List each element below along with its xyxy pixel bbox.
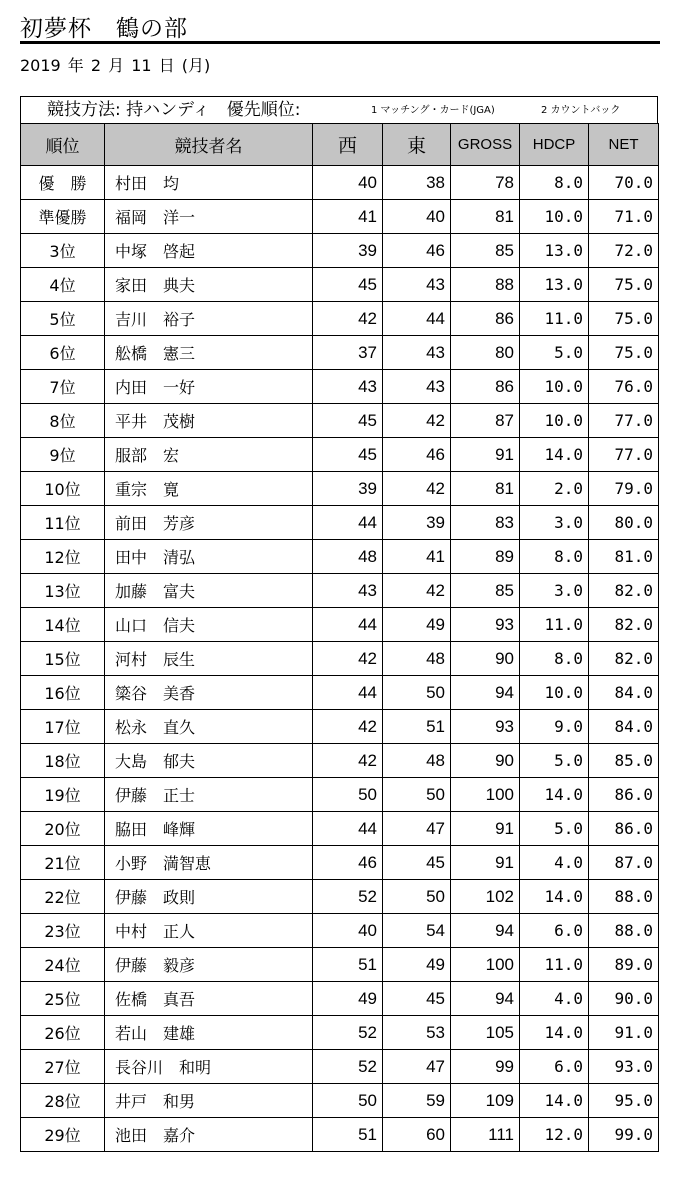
rank-cell: 29位 bbox=[21, 1118, 105, 1152]
west-score-cell: 52 bbox=[313, 1050, 383, 1084]
west-score-cell: 49 bbox=[313, 982, 383, 1016]
table-row bbox=[21, 472, 659, 506]
player-name-cell: 吉川 裕子 bbox=[105, 302, 313, 336]
west-score-cell: 44 bbox=[313, 506, 383, 540]
results-table-body bbox=[21, 166, 659, 1152]
hdcp-cell: 11.0 bbox=[520, 608, 589, 642]
gross-score-cell: 105 bbox=[451, 1016, 520, 1050]
player-name-cell: 小野 満智恵 bbox=[105, 846, 313, 880]
table-row bbox=[21, 336, 659, 370]
rank-cell: 準優勝 bbox=[21, 200, 105, 234]
table-row bbox=[21, 744, 659, 778]
table-row bbox=[21, 778, 659, 812]
west-score-cell: 37 bbox=[313, 336, 383, 370]
header-net: NET bbox=[589, 124, 659, 166]
rank-cell: 18位 bbox=[21, 744, 105, 778]
table-row bbox=[21, 438, 659, 472]
gross-score-cell: 85 bbox=[451, 234, 520, 268]
rank-cell: 28位 bbox=[21, 1084, 105, 1118]
east-score-cell: 43 bbox=[383, 336, 451, 370]
rank-cell: 11位 bbox=[21, 506, 105, 540]
gross-score-cell: 85 bbox=[451, 574, 520, 608]
rank-cell: 8位 bbox=[21, 404, 105, 438]
east-score-cell: 47 bbox=[383, 812, 451, 846]
table-row bbox=[21, 506, 659, 540]
west-score-cell: 40 bbox=[313, 914, 383, 948]
west-score-cell: 52 bbox=[313, 1016, 383, 1050]
player-name-cell: 伊藤 毅彦 bbox=[105, 948, 313, 982]
player-name-cell: 舩橋 憲三 bbox=[105, 336, 313, 370]
east-score-cell: 44 bbox=[383, 302, 451, 336]
gross-score-cell: 88 bbox=[451, 268, 520, 302]
hdcp-cell: 4.0 bbox=[520, 982, 589, 1016]
rank-cell: 26位 bbox=[21, 1016, 105, 1050]
east-score-cell: 41 bbox=[383, 540, 451, 574]
player-name-cell: 内田 一好 bbox=[105, 370, 313, 404]
rank-cell: 14位 bbox=[21, 608, 105, 642]
east-score-cell: 42 bbox=[383, 404, 451, 438]
table-row bbox=[21, 880, 659, 914]
hdcp-cell: 4.0 bbox=[520, 846, 589, 880]
east-score-cell: 49 bbox=[383, 608, 451, 642]
table-row bbox=[21, 710, 659, 744]
east-score-cell: 42 bbox=[383, 472, 451, 506]
table-row bbox=[21, 234, 659, 268]
table-row bbox=[21, 302, 659, 336]
gross-score-cell: 94 bbox=[451, 676, 520, 710]
hdcp-cell: 5.0 bbox=[520, 336, 589, 370]
hdcp-cell: 14.0 bbox=[520, 1016, 589, 1050]
east-score-cell: 51 bbox=[383, 710, 451, 744]
hdcp-cell: 3.0 bbox=[520, 506, 589, 540]
net-score-cell: 72.0 bbox=[589, 234, 659, 268]
gross-score-cell: 87 bbox=[451, 404, 520, 438]
west-score-cell: 42 bbox=[313, 710, 383, 744]
net-score-cell: 77.0 bbox=[589, 438, 659, 472]
table-row bbox=[21, 812, 659, 846]
east-score-cell: 46 bbox=[383, 234, 451, 268]
east-score-cell: 43 bbox=[383, 268, 451, 302]
player-name-cell: 服部 宏 bbox=[105, 438, 313, 472]
west-score-cell: 45 bbox=[313, 438, 383, 472]
east-score-cell: 50 bbox=[383, 676, 451, 710]
hdcp-cell: 6.0 bbox=[520, 1050, 589, 1084]
net-score-cell: 84.0 bbox=[589, 676, 659, 710]
rank-cell: 12位 bbox=[21, 540, 105, 574]
east-score-cell: 53 bbox=[383, 1016, 451, 1050]
player-name-cell: 井戸 和男 bbox=[105, 1084, 313, 1118]
hdcp-cell: 14.0 bbox=[520, 438, 589, 472]
hdcp-cell: 8.0 bbox=[520, 642, 589, 676]
player-name-cell: 重宗 寛 bbox=[105, 472, 313, 506]
net-score-cell: 86.0 bbox=[589, 812, 659, 846]
west-score-cell: 51 bbox=[313, 948, 383, 982]
net-score-cell: 82.0 bbox=[589, 608, 659, 642]
net-score-cell: 88.0 bbox=[589, 880, 659, 914]
hdcp-cell: 11.0 bbox=[520, 948, 589, 982]
rank-cell: 19位 bbox=[21, 778, 105, 812]
player-name-cell: 簗谷 美香 bbox=[105, 676, 313, 710]
gross-score-cell: 86 bbox=[451, 302, 520, 336]
east-score-cell: 50 bbox=[383, 880, 451, 914]
hdcp-cell: 10.0 bbox=[520, 676, 589, 710]
header-gross: GROSS bbox=[451, 124, 520, 166]
player-name-cell: 佐橋 真吾 bbox=[105, 982, 313, 1016]
net-score-cell: 87.0 bbox=[589, 846, 659, 880]
table-row bbox=[21, 1016, 659, 1050]
net-score-cell: 77.0 bbox=[589, 404, 659, 438]
net-score-cell: 90.0 bbox=[589, 982, 659, 1016]
hdcp-cell: 13.0 bbox=[520, 234, 589, 268]
rank-cell: 20位 bbox=[21, 812, 105, 846]
gross-score-cell: 93 bbox=[451, 710, 520, 744]
player-name-cell: 伊藤 政則 bbox=[105, 880, 313, 914]
west-score-cell: 41 bbox=[313, 200, 383, 234]
gross-score-cell: 91 bbox=[451, 812, 520, 846]
gross-score-cell: 94 bbox=[451, 914, 520, 948]
rank-cell: 5位 bbox=[21, 302, 105, 336]
gross-score-cell: 91 bbox=[451, 846, 520, 880]
net-score-cell: 81.0 bbox=[589, 540, 659, 574]
west-score-cell: 51 bbox=[313, 1118, 383, 1152]
rank-cell: 24位 bbox=[21, 948, 105, 982]
gross-score-cell: 90 bbox=[451, 642, 520, 676]
table-row bbox=[21, 1118, 659, 1152]
gross-score-cell: 90 bbox=[451, 744, 520, 778]
player-name-cell: 松永 直久 bbox=[105, 710, 313, 744]
player-name-cell: 脇田 峰輝 bbox=[105, 812, 313, 846]
net-score-cell: 76.0 bbox=[589, 370, 659, 404]
gross-score-cell: 99 bbox=[451, 1050, 520, 1084]
rank-cell: 13位 bbox=[21, 574, 105, 608]
rank-cell: 22位 bbox=[21, 880, 105, 914]
competition-method-bar bbox=[20, 96, 658, 123]
player-name-cell: 平井 茂樹 bbox=[105, 404, 313, 438]
header-east: 東 bbox=[383, 124, 451, 166]
west-score-cell: 43 bbox=[313, 370, 383, 404]
table-row bbox=[21, 1050, 659, 1084]
net-score-cell: 75.0 bbox=[589, 302, 659, 336]
east-score-cell: 39 bbox=[383, 506, 451, 540]
net-score-cell: 71.0 bbox=[589, 200, 659, 234]
west-score-cell: 46 bbox=[313, 846, 383, 880]
hdcp-cell: 8.0 bbox=[520, 540, 589, 574]
west-score-cell: 52 bbox=[313, 880, 383, 914]
west-score-cell: 42 bbox=[313, 302, 383, 336]
page-title: 初夢杯 鶴の部 bbox=[20, 14, 660, 44]
hdcp-cell: 8.0 bbox=[520, 166, 589, 200]
player-name-cell: 福岡 洋一 bbox=[105, 200, 313, 234]
rank-cell: 17位 bbox=[21, 710, 105, 744]
west-score-cell: 42 bbox=[313, 642, 383, 676]
west-score-cell: 45 bbox=[313, 404, 383, 438]
gross-score-cell: 81 bbox=[451, 472, 520, 506]
results-table bbox=[20, 123, 659, 1152]
rank-cell: 15位 bbox=[21, 642, 105, 676]
east-score-cell: 59 bbox=[383, 1084, 451, 1118]
west-score-cell: 50 bbox=[313, 778, 383, 812]
net-score-cell: 75.0 bbox=[589, 268, 659, 302]
west-score-cell: 40 bbox=[313, 166, 383, 200]
gross-score-cell: 86 bbox=[451, 370, 520, 404]
rank-cell: 25位 bbox=[21, 982, 105, 1016]
net-score-cell: 75.0 bbox=[589, 336, 659, 370]
east-score-cell: 46 bbox=[383, 438, 451, 472]
gross-score-cell: 81 bbox=[451, 200, 520, 234]
player-name-cell: 山口 信夫 bbox=[105, 608, 313, 642]
table-row bbox=[21, 608, 659, 642]
net-score-cell: 80.0 bbox=[589, 506, 659, 540]
hdcp-cell: 3.0 bbox=[520, 574, 589, 608]
gross-score-cell: 80 bbox=[451, 336, 520, 370]
hdcp-cell: 10.0 bbox=[520, 404, 589, 438]
competition-method-label: 競技方法: 持ハンディ 優先順位: bbox=[47, 100, 301, 120]
net-score-cell: 70.0 bbox=[589, 166, 659, 200]
event-date: 2019 年 2 月 11 日 (月) bbox=[20, 56, 211, 75]
player-name-cell: 伊藤 正士 bbox=[105, 778, 313, 812]
west-score-cell: 45 bbox=[313, 268, 383, 302]
player-name-cell: 家田 典夫 bbox=[105, 268, 313, 302]
player-name-cell: 村田 均 bbox=[105, 166, 313, 200]
table-header-row bbox=[21, 124, 659, 166]
header-hdcp: HDCP bbox=[520, 124, 589, 166]
hdcp-cell: 14.0 bbox=[520, 778, 589, 812]
net-score-cell: 82.0 bbox=[589, 642, 659, 676]
east-score-cell: 47 bbox=[383, 1050, 451, 1084]
rank-cell: 3位 bbox=[21, 234, 105, 268]
player-name-cell: 中村 正人 bbox=[105, 914, 313, 948]
player-name-cell: 前田 芳彦 bbox=[105, 506, 313, 540]
rank-cell: 9位 bbox=[21, 438, 105, 472]
hdcp-cell: 9.0 bbox=[520, 710, 589, 744]
west-score-cell: 44 bbox=[313, 676, 383, 710]
table-row bbox=[21, 166, 659, 200]
net-score-cell: 95.0 bbox=[589, 1084, 659, 1118]
gross-score-cell: 83 bbox=[451, 506, 520, 540]
net-score-cell: 79.0 bbox=[589, 472, 659, 506]
net-score-cell: 91.0 bbox=[589, 1016, 659, 1050]
table-row bbox=[21, 846, 659, 880]
player-name-cell: 長谷川 和明 bbox=[105, 1050, 313, 1084]
header-player-name: 競技者名 bbox=[105, 124, 313, 166]
table-row bbox=[21, 268, 659, 302]
east-score-cell: 45 bbox=[383, 846, 451, 880]
hdcp-cell: 5.0 bbox=[520, 812, 589, 846]
net-score-cell: 85.0 bbox=[589, 744, 659, 778]
player-name-cell: 若山 建雄 bbox=[105, 1016, 313, 1050]
header-rank: 順位 bbox=[21, 124, 105, 166]
west-score-cell: 39 bbox=[313, 234, 383, 268]
table-row bbox=[21, 642, 659, 676]
net-score-cell: 82.0 bbox=[589, 574, 659, 608]
hdcp-cell: 13.0 bbox=[520, 268, 589, 302]
net-score-cell: 89.0 bbox=[589, 948, 659, 982]
net-score-cell: 86.0 bbox=[589, 778, 659, 812]
table-row bbox=[21, 540, 659, 574]
net-score-cell: 88.0 bbox=[589, 914, 659, 948]
east-score-cell: 48 bbox=[383, 642, 451, 676]
table-row bbox=[21, 574, 659, 608]
player-name-cell: 中塚 啓起 bbox=[105, 234, 313, 268]
west-score-cell: 44 bbox=[313, 608, 383, 642]
gross-score-cell: 93 bbox=[451, 608, 520, 642]
player-name-cell: 加藤 富夫 bbox=[105, 574, 313, 608]
table-row bbox=[21, 200, 659, 234]
gross-score-cell: 89 bbox=[451, 540, 520, 574]
hdcp-cell: 2.0 bbox=[520, 472, 589, 506]
table-row bbox=[21, 370, 659, 404]
player-name-cell: 田中 清弘 bbox=[105, 540, 313, 574]
gross-score-cell: 78 bbox=[451, 166, 520, 200]
hdcp-cell: 11.0 bbox=[520, 302, 589, 336]
hdcp-cell: 10.0 bbox=[520, 370, 589, 404]
east-score-cell: 45 bbox=[383, 982, 451, 1016]
rank-cell: 27位 bbox=[21, 1050, 105, 1084]
hdcp-cell: 6.0 bbox=[520, 914, 589, 948]
gross-score-cell: 100 bbox=[451, 778, 520, 812]
player-name-cell: 池田 嘉介 bbox=[105, 1118, 313, 1152]
net-score-cell: 93.0 bbox=[589, 1050, 659, 1084]
gross-score-cell: 111 bbox=[451, 1118, 520, 1152]
header-west: 西 bbox=[313, 124, 383, 166]
gross-score-cell: 91 bbox=[451, 438, 520, 472]
table-row bbox=[21, 982, 659, 1016]
hdcp-cell: 14.0 bbox=[520, 880, 589, 914]
rank-cell: 16位 bbox=[21, 676, 105, 710]
hdcp-cell: 10.0 bbox=[520, 200, 589, 234]
table-row bbox=[21, 1084, 659, 1118]
west-score-cell: 50 bbox=[313, 1084, 383, 1118]
rank-cell: 6位 bbox=[21, 336, 105, 370]
east-score-cell: 38 bbox=[383, 166, 451, 200]
player-name-cell: 河村 辰生 bbox=[105, 642, 313, 676]
table-row bbox=[21, 914, 659, 948]
table-row bbox=[21, 948, 659, 982]
east-score-cell: 42 bbox=[383, 574, 451, 608]
table-row bbox=[21, 676, 659, 710]
priority-2-label: 2 カウントバック bbox=[541, 105, 621, 116]
rank-cell: 23位 bbox=[21, 914, 105, 948]
net-score-cell: 99.0 bbox=[589, 1118, 659, 1152]
west-score-cell: 43 bbox=[313, 574, 383, 608]
table-row bbox=[21, 404, 659, 438]
east-score-cell: 48 bbox=[383, 744, 451, 778]
rank-cell: 優 勝 bbox=[21, 166, 105, 200]
west-score-cell: 39 bbox=[313, 472, 383, 506]
hdcp-cell: 14.0 bbox=[520, 1084, 589, 1118]
east-score-cell: 50 bbox=[383, 778, 451, 812]
east-score-cell: 54 bbox=[383, 914, 451, 948]
hdcp-cell: 12.0 bbox=[520, 1118, 589, 1152]
west-score-cell: 44 bbox=[313, 812, 383, 846]
rank-cell: 7位 bbox=[21, 370, 105, 404]
east-score-cell: 60 bbox=[383, 1118, 451, 1152]
hdcp-cell: 5.0 bbox=[520, 744, 589, 778]
rank-cell: 21位 bbox=[21, 846, 105, 880]
rank-cell: 4位 bbox=[21, 268, 105, 302]
priority-1-label: 1 マッチング・カード(JGA) bbox=[371, 105, 495, 116]
gross-score-cell: 94 bbox=[451, 982, 520, 1016]
net-score-cell: 84.0 bbox=[589, 710, 659, 744]
west-score-cell: 42 bbox=[313, 744, 383, 778]
gross-score-cell: 109 bbox=[451, 1084, 520, 1118]
gross-score-cell: 102 bbox=[451, 880, 520, 914]
east-score-cell: 40 bbox=[383, 200, 451, 234]
west-score-cell: 48 bbox=[313, 540, 383, 574]
east-score-cell: 43 bbox=[383, 370, 451, 404]
rank-cell: 10位 bbox=[21, 472, 105, 506]
east-score-cell: 49 bbox=[383, 948, 451, 982]
player-name-cell: 大島 郁夫 bbox=[105, 744, 313, 778]
gross-score-cell: 100 bbox=[451, 948, 520, 982]
